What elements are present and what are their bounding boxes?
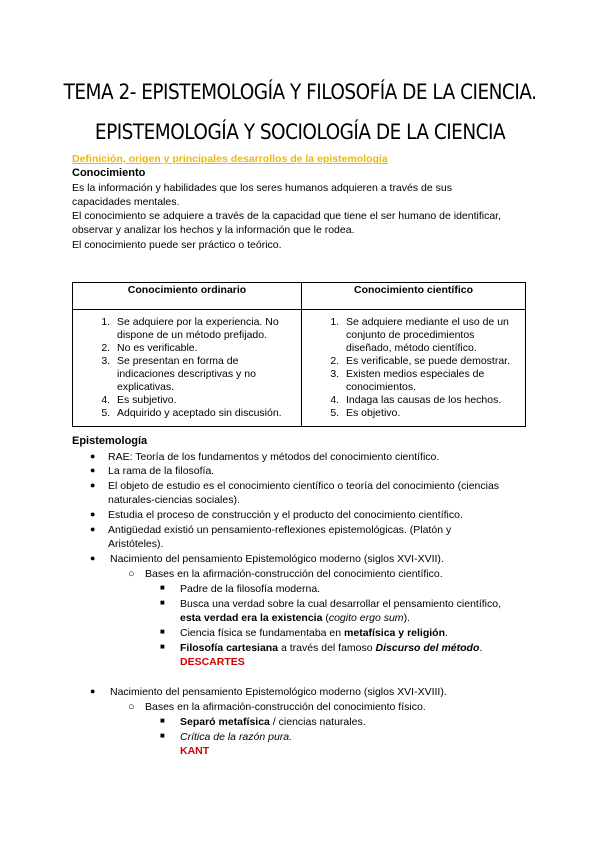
bullet-square-icon: ■ bbox=[160, 598, 165, 607]
list-item: RAE: Teoría de los fundamentos y métodos del conocimiento científico. bbox=[108, 451, 440, 463]
plain-text: ( bbox=[322, 612, 329, 624]
list-item: 1. Se adquiere por la experiencia. No dispone de un método prefijado. bbox=[113, 316, 293, 342]
list-item bbox=[180, 731, 292, 744]
emphasis-text: esta verdad era la existencia bbox=[180, 612, 323, 624]
plain-text: . bbox=[445, 627, 448, 639]
list-item: 3. Existen medios especiales de conocimientos. bbox=[342, 368, 517, 394]
table-header-cientifico: Conocimiento científico bbox=[302, 283, 526, 310]
conocimiento-line: El conocimiento puede ser práctico o teórico. bbox=[72, 239, 282, 251]
bullet-dot-icon: ● bbox=[90, 480, 96, 490]
conocimiento-line: El conocimiento se adquiere a través de la capacidad que tiene el ser humano de identificar, bbox=[72, 210, 502, 222]
bullet-square-icon: ■ bbox=[160, 583, 165, 592]
conocimiento-line: capacidades mentales. bbox=[72, 196, 180, 208]
list-item: Busca una verdad sobre la cual desarrollar el pensamiento científico, bbox=[180, 598, 502, 610]
page-title-line-1: TEMA 2- EPISTEMOLOGÍA Y FILOSOFÍA DE LA CIENCIA. bbox=[63, 80, 537, 105]
list-item: 5. Es objetivo. bbox=[342, 407, 517, 420]
list-item-continuation: naturales-ciencias sociales). bbox=[108, 494, 240, 506]
bullet-dot-icon: ● bbox=[90, 686, 96, 696]
list-item-continuation: Aristóteles). bbox=[108, 538, 164, 550]
list-item bbox=[180, 642, 482, 655]
book-title: Crítica de la razón pura. bbox=[180, 731, 293, 743]
emphasis-text: Filosofía cartesiana bbox=[180, 642, 279, 654]
list-item: 5. Adquirido y aceptado sin discusión. bbox=[113, 407, 293, 420]
cientifico-list bbox=[302, 316, 517, 420]
list-item: Antigüedad existió un pensamiento-reflexiones epistemológicas. (Platón y bbox=[108, 524, 452, 536]
bullet-circle-icon: ○ bbox=[128, 701, 135, 713]
author-name-descartes: DESCARTES bbox=[180, 656, 245, 668]
epistemologia-heading: Epistemología bbox=[72, 435, 148, 447]
book-title: Discurso del método bbox=[375, 642, 480, 654]
bullet-square-icon: ■ bbox=[160, 642, 165, 651]
list-item: La rama de la filosofía. bbox=[108, 465, 215, 477]
ordinario-list bbox=[73, 316, 293, 420]
list-item: Bases en la afirmación-construcción del conocimiento científico. bbox=[145, 568, 443, 580]
list-item: 3. Se presentan en forma de indicaciones descriptivas y no explicativas. bbox=[113, 355, 293, 394]
table-cell-cientifico bbox=[302, 310, 526, 427]
plain-text: ). bbox=[403, 612, 410, 624]
plain-text: . bbox=[479, 642, 483, 654]
plain-text: Ciencia física se fundamentaba en bbox=[180, 627, 345, 639]
list-item: Padre de la filosofía moderna. bbox=[180, 583, 321, 595]
list-item-continuation bbox=[180, 612, 410, 625]
list-item: El objeto de estudio es el conocimiento científico o teoría del conocimiento (ciencias bbox=[108, 480, 500, 492]
page-title-line-2: EPISTEMOLOGÍA Y SOCIOLOGÍA DE LA CIENCIA bbox=[94, 120, 506, 145]
list-item: 2. No es verificable. bbox=[113, 342, 293, 355]
conocimiento-heading: Conocimiento bbox=[72, 167, 146, 179]
latin-phrase: cogito ergo sum bbox=[328, 612, 404, 624]
table-header-ordinario: Conocimiento ordinario bbox=[73, 283, 302, 310]
list-item: Estudia el proceso de construcción y el producto del conocimiento científico. bbox=[108, 509, 463, 521]
list-item: 4. Es subjetivo. bbox=[113, 394, 293, 407]
table-cell-ordinario bbox=[73, 310, 302, 427]
emphasis-text: Separó metafísica bbox=[180, 716, 270, 728]
bullet-dot-icon: ● bbox=[90, 553, 96, 563]
plain-text: a través del famoso bbox=[278, 642, 376, 654]
plain-text: / ciencias naturales. bbox=[269, 716, 366, 728]
list-item: Nacimiento del pensamiento Epistemológico moderno (siglos XVI-XVII). bbox=[110, 553, 444, 565]
bullet-square-icon: ■ bbox=[160, 731, 165, 740]
bullet-square-icon: ■ bbox=[160, 716, 165, 725]
bullet-dot-icon: ● bbox=[90, 509, 96, 519]
section-heading-link[interactable]: Definición, origen y principales desarrollos de la epistemología bbox=[72, 153, 388, 165]
list-item bbox=[180, 627, 448, 640]
list-item: 1. Se adquiere mediante el uso de un conjunto de procedimientos diseñado, método científico. bbox=[342, 316, 517, 355]
bullet-dot-icon: ● bbox=[90, 451, 96, 461]
author-name-kant: KANT bbox=[180, 745, 210, 757]
bullet-dot-icon: ● bbox=[90, 524, 96, 534]
conocimiento-line: Es la información y habilidades que los seres humanos adquieren a través de sus bbox=[72, 182, 452, 194]
conocimiento-line: observar y analizar los hechos y la información que le rodea. bbox=[72, 224, 355, 236]
bullet-square-icon: ■ bbox=[160, 627, 165, 636]
list-item bbox=[180, 716, 366, 729]
list-item: 2. Es verificable, se puede demostrar. bbox=[342, 355, 517, 368]
emphasis-text: metafísica y religión bbox=[344, 627, 445, 639]
bullet-dot-icon: ● bbox=[90, 465, 96, 475]
list-item: 4. Indaga las causas de los hechos. bbox=[342, 394, 517, 407]
list-item: Bases en la afirmación-construcción del conocimiento físico. bbox=[145, 701, 426, 713]
comparison-table bbox=[72, 282, 526, 427]
list-item: Nacimiento del pensamiento Epistemológico moderno (siglos XVI-XVIII). bbox=[110, 686, 447, 698]
bullet-circle-icon: ○ bbox=[128, 568, 135, 580]
